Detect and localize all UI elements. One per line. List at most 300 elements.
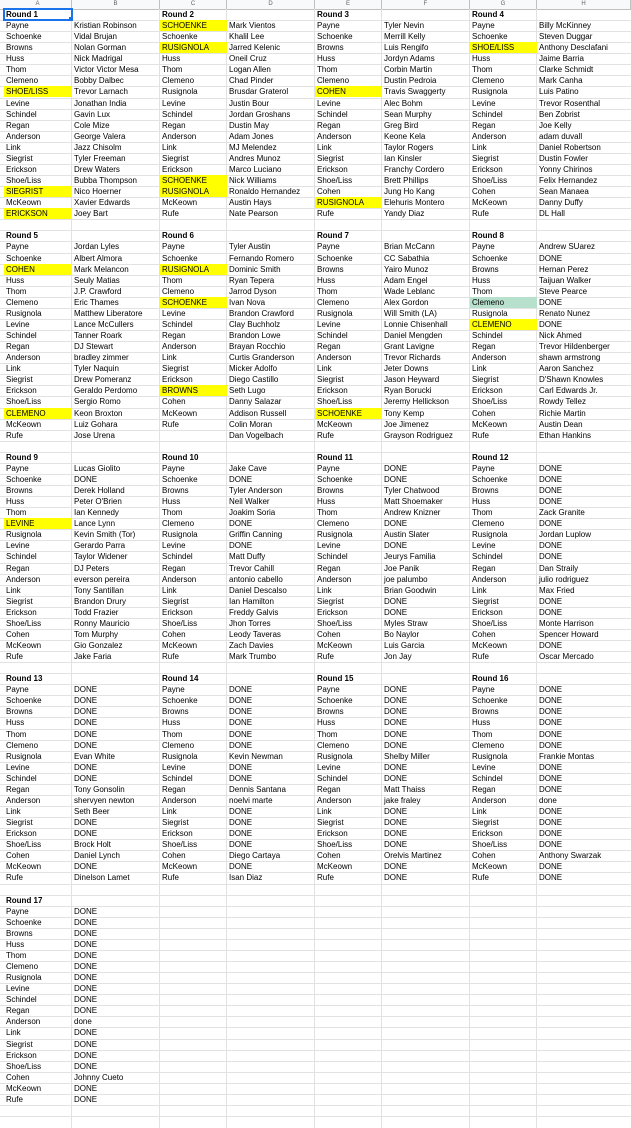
owner-cell[interactable]: Schindel <box>6 110 37 119</box>
owner-cell[interactable]: Regan <box>162 121 186 130</box>
owner-cell[interactable]: Rufe <box>472 652 489 661</box>
pick-cell[interactable]: Mark Trumbo <box>229 652 277 661</box>
owner-cell[interactable]: Siegrist <box>317 597 344 606</box>
pick-cell[interactable]: Trevor Cahill <box>229 564 275 573</box>
round-title[interactable]: Round 9 <box>6 453 38 462</box>
pick-cell[interactable]: Austin Dean <box>539 420 583 429</box>
pick-cell[interactable]: Tanner Roark <box>74 331 123 340</box>
owner-cell[interactable]: ERICKSON <box>4 208 72 219</box>
round-title[interactable]: Round 13 <box>6 674 43 683</box>
owner-cell[interactable]: RUSIGNOLA <box>160 264 227 275</box>
pick-cell[interactable]: Max Fried <box>539 586 575 595</box>
round-title[interactable]: Round 5 <box>6 231 38 240</box>
owner-cell[interactable]: Schindel <box>162 774 193 783</box>
owner-cell[interactable]: Levine <box>317 763 341 772</box>
pick-cell[interactable]: Xavier Edwards <box>74 198 131 207</box>
owner-cell[interactable]: Schoenke <box>6 32 42 41</box>
owner-cell[interactable]: Thom <box>6 951 27 960</box>
pick-cell[interactable]: Jordan Lyles <box>74 242 120 251</box>
pick-cell[interactable]: Drew Pomeranz <box>74 375 132 384</box>
owner-cell[interactable]: Erickson <box>6 386 37 395</box>
pick-cell[interactable]: DONE <box>229 741 253 750</box>
owner-cell[interactable]: Shoe/Liss <box>472 840 508 849</box>
pick-cell[interactable]: Matt Duffy <box>229 552 266 561</box>
pick-cell[interactable]: Derek Holland <box>74 486 125 495</box>
owner-cell[interactable]: Browns <box>317 707 344 716</box>
owner-cell[interactable]: Thom <box>317 730 338 739</box>
owner-cell[interactable]: Schindel <box>472 331 503 340</box>
owner-cell[interactable]: Thom <box>472 65 493 74</box>
pick-cell[interactable]: DONE <box>539 741 563 750</box>
column-header-C[interactable]: C <box>160 0 227 9</box>
owner-cell[interactable]: Link <box>162 807 177 816</box>
owner-cell[interactable]: Payne <box>472 464 495 473</box>
owner-cell[interactable]: SCHOENKE <box>160 20 227 31</box>
pick-cell[interactable]: DONE <box>229 475 253 484</box>
owner-cell[interactable]: Anderson <box>317 796 352 805</box>
owner-cell[interactable]: Rufe <box>317 652 334 661</box>
pick-cell[interactable]: Elehuris Montero <box>384 198 445 207</box>
pick-cell[interactable]: Victor Victor Mesa <box>74 65 139 74</box>
pick-cell[interactable]: DONE <box>539 298 563 307</box>
pick-cell[interactable]: Taylor Rogers <box>384 143 434 152</box>
pick-cell[interactable]: Felix Hernandez <box>539 176 598 185</box>
pick-cell[interactable]: DONE <box>539 707 563 716</box>
round-title[interactable]: Round 4 <box>472 10 504 19</box>
pick-cell[interactable]: Franchy Cordero <box>384 165 445 174</box>
owner-cell[interactable]: Schoenke <box>472 696 508 705</box>
owner-cell[interactable]: Rusignola <box>162 752 198 761</box>
pick-cell[interactable]: Jhon Torres <box>229 619 271 628</box>
owner-cell[interactable]: Cohen <box>472 630 496 639</box>
owner-cell[interactable]: Cohen <box>6 851 30 860</box>
pick-cell[interactable]: Jake Faria <box>74 652 112 661</box>
owner-cell[interactable]: Link <box>6 1028 21 1037</box>
pick-cell[interactable]: DL Hall <box>539 209 565 218</box>
owner-cell[interactable]: Link <box>317 807 332 816</box>
pick-cell[interactable]: DONE <box>384 730 408 739</box>
owner-cell[interactable]: Huss <box>6 718 25 727</box>
owner-cell[interactable]: McKeown <box>317 420 353 429</box>
owner-cell[interactable]: Anderson <box>6 575 41 584</box>
pick-cell[interactable]: antonio cabello <box>229 575 283 584</box>
owner-cell[interactable]: Shoe/Liss <box>6 619 42 628</box>
owner-cell[interactable]: McKeown <box>472 420 508 429</box>
owner-cell[interactable]: Siegrist <box>6 1040 33 1049</box>
pick-cell[interactable]: DONE <box>74 1040 98 1049</box>
owner-cell[interactable]: Cohen <box>162 630 186 639</box>
owner-cell[interactable]: Payne <box>472 242 495 251</box>
pick-cell[interactable]: Sean Murphy <box>384 110 432 119</box>
owner-cell[interactable]: Browns <box>317 265 344 274</box>
owner-cell[interactable]: Cohen <box>472 187 496 196</box>
owner-cell[interactable]: LEVINE <box>4 518 72 529</box>
pick-cell[interactable]: Keon Broxton <box>74 409 123 418</box>
pick-cell[interactable]: Brandon Crawford <box>229 309 294 318</box>
pick-cell[interactable]: Jordan Groshans <box>229 110 291 119</box>
pick-cell[interactable]: DONE <box>539 552 563 561</box>
owner-cell[interactable]: Erickson <box>6 608 37 617</box>
pick-cell[interactable]: DONE <box>74 696 98 705</box>
owner-cell[interactable]: Siegrist <box>6 375 33 384</box>
pick-cell[interactable]: shawn armstrong <box>539 353 601 362</box>
owner-cell[interactable]: Thom <box>317 287 338 296</box>
owner-cell[interactable]: Huss <box>472 497 491 506</box>
owner-cell[interactable]: Payne <box>317 685 340 694</box>
column-header-E[interactable]: E <box>315 0 382 9</box>
pick-cell[interactable]: Daniel Lynch <box>74 851 120 860</box>
pick-cell[interactable]: Luiz Gohara <box>74 420 118 429</box>
pick-cell[interactable]: DONE <box>229 862 253 871</box>
pick-cell[interactable]: DONE <box>229 685 253 694</box>
owner-cell[interactable]: Schoenke <box>162 254 198 263</box>
owner-cell[interactable]: Schindel <box>317 774 348 783</box>
pick-cell[interactable]: Andres Munoz <box>229 154 281 163</box>
owner-cell[interactable]: CLEMENO <box>4 408 72 419</box>
round-title[interactable]: Round 10 <box>162 453 199 462</box>
pick-cell[interactable]: MJ Melendez <box>229 143 277 152</box>
pick-cell[interactable]: Gavin Lux <box>74 110 111 119</box>
pick-cell[interactable]: Taylor Widener <box>74 552 128 561</box>
owner-cell[interactable]: Thom <box>6 65 27 74</box>
owner-cell[interactable]: Cohen <box>6 1073 30 1082</box>
owner-cell[interactable]: Schindel <box>472 110 503 119</box>
pick-cell[interactable]: Jon Jay <box>384 652 412 661</box>
owner-cell[interactable]: Erickson <box>317 829 348 838</box>
owner-cell[interactable]: Levine <box>6 541 30 550</box>
pick-cell[interactable]: Jeurys Familia <box>384 552 436 561</box>
owner-cell[interactable]: Payne <box>6 21 29 30</box>
pick-cell[interactable]: DONE <box>384 862 408 871</box>
owner-cell[interactable]: Schindel <box>317 110 348 119</box>
pick-cell[interactable]: Nick Williams <box>229 176 277 185</box>
owner-cell[interactable]: Regan <box>472 785 496 794</box>
owner-cell[interactable]: Levine <box>317 99 341 108</box>
owner-cell[interactable]: Huss <box>6 497 25 506</box>
owner-cell[interactable]: Huss <box>472 276 491 285</box>
owner-cell[interactable]: Huss <box>472 718 491 727</box>
column-header-G[interactable]: G <box>470 0 537 9</box>
owner-cell[interactable]: Link <box>162 353 177 362</box>
owner-cell[interactable]: Schoenke <box>6 475 42 484</box>
pick-cell[interactable]: Ryan Borucki <box>384 386 432 395</box>
pick-cell[interactable]: Mark Canha <box>539 76 583 85</box>
owner-cell[interactable]: McKeown <box>6 862 42 871</box>
pick-cell[interactable]: DONE <box>384 464 408 473</box>
pick-cell[interactable]: Trevor Rosenthal <box>539 99 601 108</box>
pick-cell[interactable]: Dennis Santana <box>229 785 286 794</box>
pick-cell[interactable]: Albert Almora <box>74 254 123 263</box>
pick-cell[interactable]: Peter O'Brien <box>74 497 122 506</box>
owner-cell[interactable]: Regan <box>162 785 186 794</box>
pick-cell[interactable]: Ian Hamilton <box>229 597 274 606</box>
pick-cell[interactable]: Brian McCann <box>384 242 435 251</box>
pick-cell[interactable]: DONE <box>229 707 253 716</box>
pick-cell[interactable]: Gerardo Parra <box>74 541 126 550</box>
owner-cell[interactable]: Siegrist <box>472 375 499 384</box>
pick-cell[interactable]: DONE <box>384 608 408 617</box>
round-title[interactable]: Round 17 <box>6 896 43 905</box>
owner-cell[interactable]: RUSIGNOLA <box>315 197 382 208</box>
pick-cell[interactable]: Danny Duffy <box>539 198 583 207</box>
owner-cell[interactable]: Payne <box>162 685 185 694</box>
owner-cell[interactable]: Shoe/Liss <box>162 619 198 628</box>
pick-cell[interactable]: DONE <box>384 707 408 716</box>
pick-cell[interactable]: DONE <box>229 730 253 739</box>
owner-cell[interactable]: Siegrist <box>162 154 189 163</box>
pick-cell[interactable]: Myles Straw <box>384 619 428 628</box>
owner-cell[interactable]: Rufe <box>162 873 179 882</box>
owner-cell[interactable]: Schindel <box>162 110 193 119</box>
pick-cell[interactable]: julio rodriguez <box>539 575 589 584</box>
pick-cell[interactable]: Tony Santillan <box>74 586 124 595</box>
pick-cell[interactable]: Clay Buchholz <box>229 320 281 329</box>
owner-cell[interactable]: Link <box>6 586 21 595</box>
pick-cell[interactable]: DONE <box>539 807 563 816</box>
owner-cell[interactable]: Huss <box>317 276 336 285</box>
pick-cell[interactable]: Jason Heyward <box>384 375 440 384</box>
column-header-F[interactable]: F <box>382 0 470 9</box>
pick-cell[interactable]: Trevor Larnach <box>74 87 128 96</box>
owner-cell[interactable]: Erickson <box>162 165 193 174</box>
owner-cell[interactable]: Payne <box>162 242 185 251</box>
owner-cell[interactable]: Payne <box>6 907 29 916</box>
owner-cell[interactable]: COHEN <box>4 264 72 275</box>
owner-cell[interactable]: Link <box>317 364 332 373</box>
owner-cell[interactable]: McKeown <box>6 1084 42 1093</box>
owner-cell[interactable]: McKeown <box>6 420 42 429</box>
pick-cell[interactable]: DONE <box>539 475 563 484</box>
owner-cell[interactable]: Levine <box>162 763 186 772</box>
owner-cell[interactable]: Thom <box>162 65 183 74</box>
pick-cell[interactable]: DONE <box>539 486 563 495</box>
pick-cell[interactable]: Alec Bohm <box>384 99 423 108</box>
owner-cell[interactable]: Shoe/Liss <box>472 397 508 406</box>
owner-cell[interactable]: Link <box>317 143 332 152</box>
pick-cell[interactable]: Brock Holt <box>74 840 111 849</box>
owner-cell[interactable]: Shoe/Liss <box>6 176 42 185</box>
owner-cell[interactable]: SCHOENKE <box>315 408 382 419</box>
pick-cell[interactable]: Diego Castillo <box>229 375 279 384</box>
owner-cell[interactable]: Levine <box>6 320 30 329</box>
owner-cell[interactable]: Erickson <box>472 608 503 617</box>
owner-cell[interactable]: Clemeno <box>317 519 350 528</box>
pick-cell[interactable]: Oneil Cruz <box>229 54 267 63</box>
owner-cell[interactable]: Siegrist <box>6 597 33 606</box>
pick-cell[interactable]: Zack Granite <box>539 508 585 517</box>
pick-cell[interactable]: DONE <box>539 774 563 783</box>
pick-cell[interactable]: DONE <box>229 840 253 849</box>
owner-cell[interactable]: Browns <box>6 707 33 716</box>
pick-cell[interactable]: DONE <box>539 464 563 473</box>
owner-cell[interactable]: Shoe/Liss <box>162 840 198 849</box>
pick-cell[interactable]: Tony Gonsolin <box>74 785 125 794</box>
owner-cell[interactable]: Rufe <box>6 1095 23 1104</box>
pick-cell[interactable]: Travis Swaggerty <box>384 87 446 96</box>
pick-cell[interactable]: Geraldo Perdomo <box>74 386 138 395</box>
owner-cell[interactable]: SCHOENKE <box>160 297 227 308</box>
pick-cell[interactable]: Frankie Montas <box>539 752 595 761</box>
owner-cell[interactable]: Huss <box>6 276 25 285</box>
pick-cell[interactable]: Colin Moran <box>229 420 273 429</box>
pick-cell[interactable]: DONE <box>74 475 98 484</box>
pick-cell[interactable]: Ryan Tepera <box>229 276 275 285</box>
pick-cell[interactable]: Danny Salazar <box>229 397 282 406</box>
pick-cell[interactable]: DONE <box>539 829 563 838</box>
pick-cell[interactable]: Yonny Chirinos <box>539 165 593 174</box>
pick-cell[interactable]: J.P. Crawford <box>74 287 122 296</box>
owner-cell[interactable]: Regan <box>6 785 30 794</box>
owner-cell[interactable]: Erickson <box>472 165 503 174</box>
pick-cell[interactable]: DONE <box>539 862 563 871</box>
pick-cell[interactable]: Lonnie Chisenhall <box>384 320 448 329</box>
owner-cell[interactable]: Thom <box>472 287 493 296</box>
pick-cell[interactable]: Aaron Sanchez <box>539 364 594 373</box>
pick-cell[interactable]: Matt Thaiss <box>384 785 426 794</box>
pick-cell[interactable]: Freddy Galvis <box>229 608 279 617</box>
owner-cell[interactable]: Levine <box>162 309 186 318</box>
owner-cell[interactable]: Clemeno <box>472 519 505 528</box>
pick-cell[interactable]: Grant Lavigne <box>384 342 435 351</box>
pick-cell[interactable]: Trevor Richards <box>384 353 441 362</box>
round-title[interactable]: Round 8 <box>472 231 504 240</box>
owner-cell[interactable]: Thom <box>6 508 27 517</box>
pick-cell[interactable]: DONE <box>229 774 253 783</box>
column-header-B[interactable]: B <box>72 0 160 9</box>
owner-cell[interactable]: Schindel <box>162 320 193 329</box>
owner-cell[interactable]: Rufe <box>472 209 489 218</box>
pick-cell[interactable]: DONE <box>539 696 563 705</box>
owner-cell[interactable]: Link <box>162 586 177 595</box>
owner-cell[interactable]: Browns <box>162 707 189 716</box>
pick-cell[interactable]: Isan Diaz <box>229 873 263 882</box>
pick-cell[interactable]: DONE <box>74 685 98 694</box>
pick-cell[interactable]: Shelby Miller <box>384 752 430 761</box>
pick-cell[interactable]: DONE <box>229 519 253 528</box>
pick-cell[interactable]: jake fraley <box>384 796 421 805</box>
pick-cell[interactable]: Luis Patino <box>539 87 579 96</box>
round-title[interactable]: Round 3 <box>317 10 349 19</box>
pick-cell[interactable]: Jake Cave <box>229 464 267 473</box>
round-title[interactable]: Round 6 <box>162 231 194 240</box>
pick-cell[interactable]: George Valera <box>74 132 126 141</box>
owner-cell[interactable]: Anderson <box>317 132 352 141</box>
owner-cell[interactable]: Payne <box>317 21 340 30</box>
pick-cell[interactable]: Brayan Rocchio <box>229 342 286 351</box>
pick-cell[interactable]: Jarred Kelenic <box>229 43 281 52</box>
owner-cell[interactable]: Levine <box>472 763 496 772</box>
pick-cell[interactable]: DONE <box>229 763 253 772</box>
pick-cell[interactable]: DONE <box>384 718 408 727</box>
owner-cell[interactable]: Browns <box>317 486 344 495</box>
owner-cell[interactable]: Rusignola <box>162 87 198 96</box>
owner-cell[interactable]: McKeown <box>317 641 353 650</box>
owner-cell[interactable]: Link <box>162 143 177 152</box>
owner-cell[interactable]: Clemeno <box>6 298 39 307</box>
owner-cell[interactable]: Schindel <box>6 995 37 1004</box>
pick-cell[interactable]: Rowdy Tellez <box>539 397 586 406</box>
owner-cell[interactable]: Levine <box>317 541 341 550</box>
owner-cell[interactable]: Regan <box>317 342 341 351</box>
owner-cell[interactable]: Erickson <box>6 1051 37 1060</box>
pick-cell[interactable]: DONE <box>384 763 408 772</box>
pick-cell[interactable]: DONE <box>74 995 98 1004</box>
pick-cell[interactable]: Dominic Smith <box>229 265 281 274</box>
owner-cell[interactable]: Siegrist <box>317 818 344 827</box>
pick-cell[interactable]: Jazz Chisolm <box>74 143 122 152</box>
pick-cell[interactable]: Daniel Mengden <box>384 331 443 340</box>
pick-cell[interactable]: DJ Stewart <box>74 342 114 351</box>
pick-cell[interactable]: Jarrod Dyson <box>229 287 277 296</box>
owner-cell[interactable]: Clemeno <box>317 76 350 85</box>
pick-cell[interactable]: Corbin Martin <box>384 65 433 74</box>
pick-cell[interactable]: joe palumbo <box>384 575 428 584</box>
owner-cell[interactable]: Rusignola <box>472 530 508 539</box>
column-header-H[interactable]: H <box>537 0 631 9</box>
round-title[interactable]: Round 15 <box>317 674 354 683</box>
pick-cell[interactable]: noelvi marte <box>229 796 273 805</box>
owner-cell[interactable]: Erickson <box>6 165 37 174</box>
owner-cell[interactable]: Rufe <box>317 209 334 218</box>
owner-cell[interactable]: Huss <box>6 940 25 949</box>
pick-cell[interactable]: Daniel Descalso <box>229 586 287 595</box>
pick-cell[interactable]: Clarke Schmidt <box>539 65 594 74</box>
owner-cell[interactable]: Clemeno <box>472 741 505 750</box>
owner-cell[interactable]: Erickson <box>472 386 503 395</box>
owner-cell[interactable]: Payne <box>6 685 29 694</box>
pick-cell[interactable]: DONE <box>539 608 563 617</box>
owner-cell[interactable]: Cohen <box>162 397 186 406</box>
owner-cell[interactable]: Schoenke <box>6 254 42 263</box>
owner-cell[interactable]: Schindel <box>472 552 503 561</box>
pick-cell[interactable]: Gio Gonzalez <box>74 641 123 650</box>
pick-cell[interactable]: DONE <box>74 962 98 971</box>
owner-cell[interactable]: Rusignola <box>472 752 508 761</box>
pick-cell[interactable]: Jordan Luplow <box>539 530 592 539</box>
owner-cell[interactable]: Huss <box>6 54 25 63</box>
pick-cell[interactable]: done <box>539 796 557 805</box>
pick-cell[interactable]: Steve Pearce <box>539 287 588 296</box>
pick-cell[interactable]: shervyen newton <box>74 796 135 805</box>
owner-cell[interactable]: Thom <box>162 508 183 517</box>
pick-cell[interactable]: Nate Pearson <box>229 209 278 218</box>
owner-cell[interactable]: Anderson <box>6 796 41 805</box>
round-title[interactable]: Round 11 <box>317 453 354 462</box>
pick-cell[interactable]: Hernan Perez <box>539 265 589 274</box>
owner-cell[interactable]: Siegrist <box>6 154 33 163</box>
owner-cell[interactable]: Thom <box>472 730 493 739</box>
pick-cell[interactable]: Yandy Diaz <box>384 209 425 218</box>
owner-cell[interactable]: Shoe/Liss <box>317 619 353 628</box>
owner-cell[interactable]: Erickson <box>472 829 503 838</box>
pick-cell[interactable]: DONE <box>74 741 98 750</box>
pick-cell[interactable]: Joakim Soria <box>229 508 276 517</box>
owner-cell[interactable]: Rusignola <box>162 530 198 539</box>
owner-cell[interactable]: Anderson <box>317 353 352 362</box>
pick-cell[interactable]: DONE <box>74 1095 98 1104</box>
owner-cell[interactable]: McKeown <box>162 198 198 207</box>
pick-cell[interactable]: Will Smith (LA) <box>384 309 437 318</box>
owner-cell[interactable]: Thom <box>472 508 493 517</box>
pick-cell[interactable]: Justin Bour <box>229 99 270 108</box>
owner-cell[interactable]: McKeown <box>472 198 508 207</box>
owner-cell[interactable]: McKeown <box>472 862 508 871</box>
pick-cell[interactable]: DONE <box>384 475 408 484</box>
owner-cell[interactable]: Levine <box>472 541 496 550</box>
owner-cell[interactable]: Shoe/Liss <box>6 397 42 406</box>
owner-cell[interactable]: SHOE/LISS <box>4 86 72 97</box>
pick-cell[interactable]: Tom Murphy <box>74 630 119 639</box>
